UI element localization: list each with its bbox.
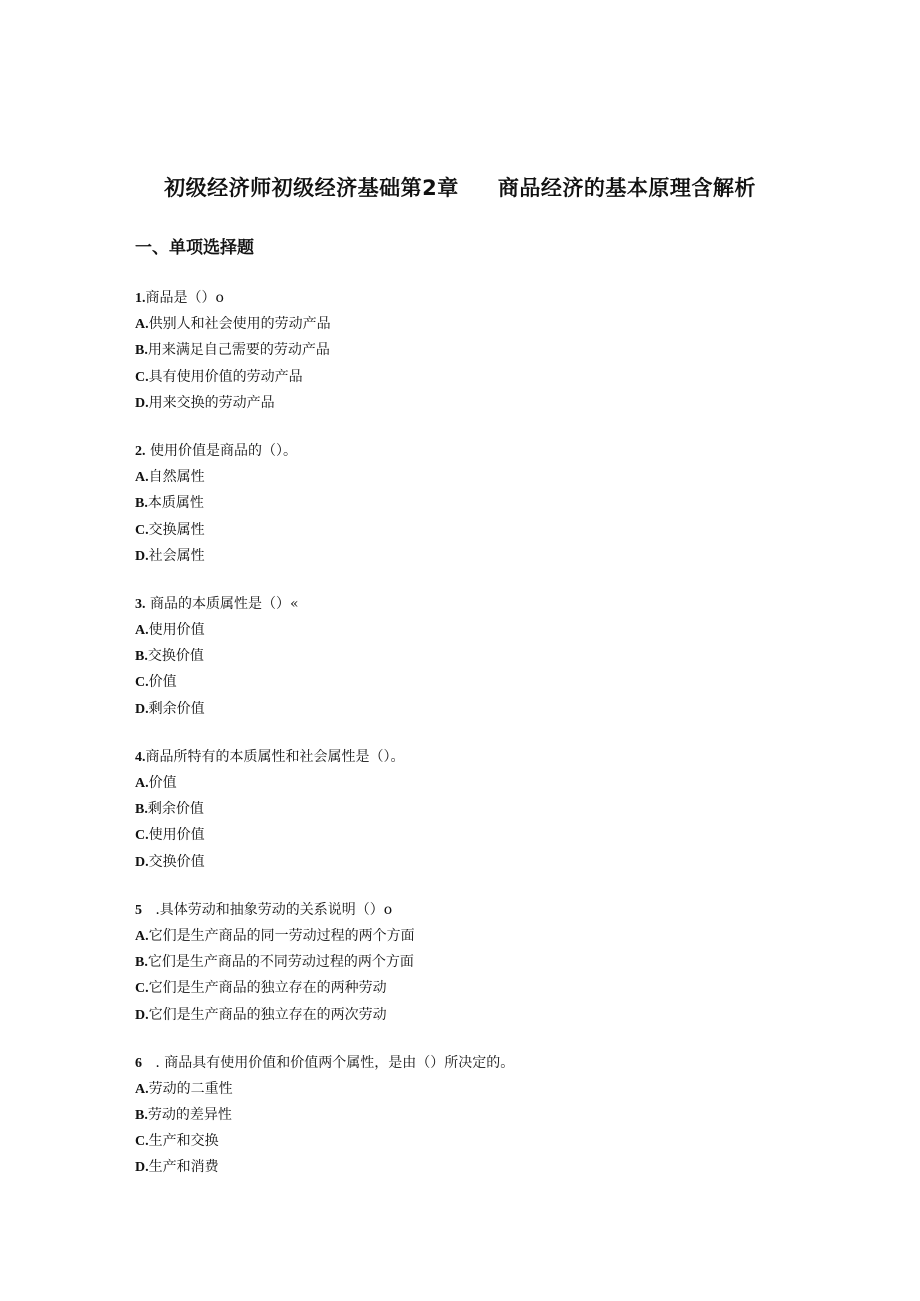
answer-option — [135, 849, 835, 875]
option-letter: B. — [135, 496, 148, 512]
answer-option — [135, 770, 835, 796]
question-6 — [135, 1050, 835, 1181]
option-letter: D. — [135, 854, 149, 870]
question-number: 3. — [135, 596, 146, 612]
option-letter: D. — [135, 395, 149, 411]
question-3 — [135, 591, 835, 722]
question-text: 使用价值是商品的（）。 — [145, 442, 297, 459]
option-text: 剩余价值 — [148, 700, 205, 717]
option-letter: C. — [135, 981, 149, 997]
option-text: 交换价值 — [148, 853, 205, 870]
option-letter: A. — [135, 317, 149, 333]
question-number: 5 — [135, 902, 142, 918]
option-text: 用来满足自己需要的劳动产品 — [147, 342, 330, 359]
option-text: 使用价值 — [148, 622, 205, 639]
section-heading: 一、单项选择题 — [135, 238, 254, 258]
option-text: 劳动的二重性 — [148, 1080, 233, 1097]
option-letter: B. — [135, 955, 148, 971]
option-letter: B. — [135, 343, 148, 359]
question-stem — [135, 438, 835, 464]
option-letter: B. — [135, 649, 148, 665]
question-stem — [135, 744, 835, 770]
question-number: 1. — [135, 291, 146, 306]
answer-option — [135, 975, 835, 1001]
option-text: 它们是生产商品的不同劳动过程的两个方面 — [147, 954, 414, 971]
option-text: 价值 — [148, 775, 177, 791]
question-stem — [135, 897, 835, 923]
option-letter: B. — [135, 802, 148, 818]
answer-option — [135, 822, 835, 848]
option-text: 劳动的差异性 — [147, 1107, 232, 1124]
question-number: 6 — [135, 1055, 142, 1071]
question-stem — [135, 591, 835, 617]
question-text: 商品是（）o — [145, 290, 224, 306]
option-text: 使用价值 — [148, 827, 205, 844]
option-letter: A. — [135, 470, 149, 486]
option-letter: C. — [135, 369, 149, 385]
option-text: 用来交换的劳动产品 — [148, 394, 275, 411]
answer-option — [135, 617, 835, 643]
answer-option — [135, 643, 835, 669]
option-text: 剩余价值 — [147, 801, 204, 818]
option-letter: D. — [135, 1007, 149, 1023]
answer-option — [135, 337, 835, 363]
answer-option — [135, 1076, 835, 1102]
page-title: 初级经济师初级经济基础第2章 商品经济的基本原理含解析 — [164, 176, 756, 200]
option-text: 社会属性 — [148, 547, 205, 564]
option-letter: A. — [135, 928, 149, 944]
option-letter: C. — [135, 828, 149, 844]
option-text: 本质属性 — [147, 495, 204, 512]
option-letter: A. — [135, 1081, 149, 1097]
question-text: 商品的本质属性是（）« — [145, 595, 299, 612]
option-letter: D. — [135, 701, 149, 717]
option-text: 价值 — [148, 674, 177, 691]
answer-option — [135, 669, 835, 695]
option-letter: C. — [135, 675, 149, 691]
answer-option — [135, 364, 835, 390]
option-text: 具有使用价值的劳动产品 — [148, 368, 303, 385]
option-letter: A. — [135, 623, 149, 639]
answer-option — [135, 517, 835, 543]
option-text: 生产和消费 — [148, 1159, 219, 1176]
option-text: 它们是生产商品的同一劳动过程的两个方面 — [148, 927, 415, 944]
option-letter: C. — [135, 522, 149, 538]
option-text: 交换价值 — [147, 648, 204, 665]
answer-option — [135, 949, 835, 975]
question-number: 2. — [135, 443, 146, 459]
option-text: 它们是生产商品的独立存在的两次劳动 — [148, 1006, 387, 1023]
question-number: 4. — [135, 749, 146, 765]
option-text: 供别人和社会使用的劳动产品 — [148, 316, 331, 333]
question-text: . 商品具有使用价值和价值两个属性，是由（）所决定的。 — [142, 1054, 515, 1071]
answer-option — [135, 1154, 835, 1180]
option-letter: D. — [135, 548, 149, 564]
question-1 — [135, 285, 835, 416]
option-text: 它们是生产商品的独立存在的两种劳动 — [148, 980, 387, 997]
question-list — [135, 285, 835, 1203]
answer-option — [135, 543, 835, 569]
answer-option — [135, 1128, 835, 1154]
answer-option — [135, 464, 835, 490]
option-text: 自然属性 — [148, 469, 205, 486]
option-letter: D. — [135, 1160, 149, 1176]
option-text: 生产和交换 — [148, 1133, 219, 1150]
answer-option — [135, 390, 835, 416]
question-2 — [135, 438, 835, 569]
answer-option — [135, 696, 835, 722]
option-letter: B. — [135, 1108, 148, 1124]
answer-option — [135, 923, 835, 949]
answer-option — [135, 796, 835, 822]
question-text: 商品所特有的本质属性和社会属性是（）。 — [145, 748, 405, 765]
answer-option — [135, 1102, 835, 1128]
question-5 — [135, 897, 835, 1028]
question-text: .具体劳动和抽象劳动的关系说明（）o — [142, 901, 393, 918]
question-stem — [135, 285, 835, 311]
answer-option — [135, 490, 835, 516]
answer-option — [135, 311, 835, 337]
question-4 — [135, 744, 835, 875]
option-letter: C. — [135, 1134, 149, 1150]
option-letter: A. — [135, 776, 149, 791]
option-text: 交换属性 — [148, 521, 205, 538]
answer-option — [135, 1002, 835, 1028]
question-stem — [135, 1050, 835, 1076]
